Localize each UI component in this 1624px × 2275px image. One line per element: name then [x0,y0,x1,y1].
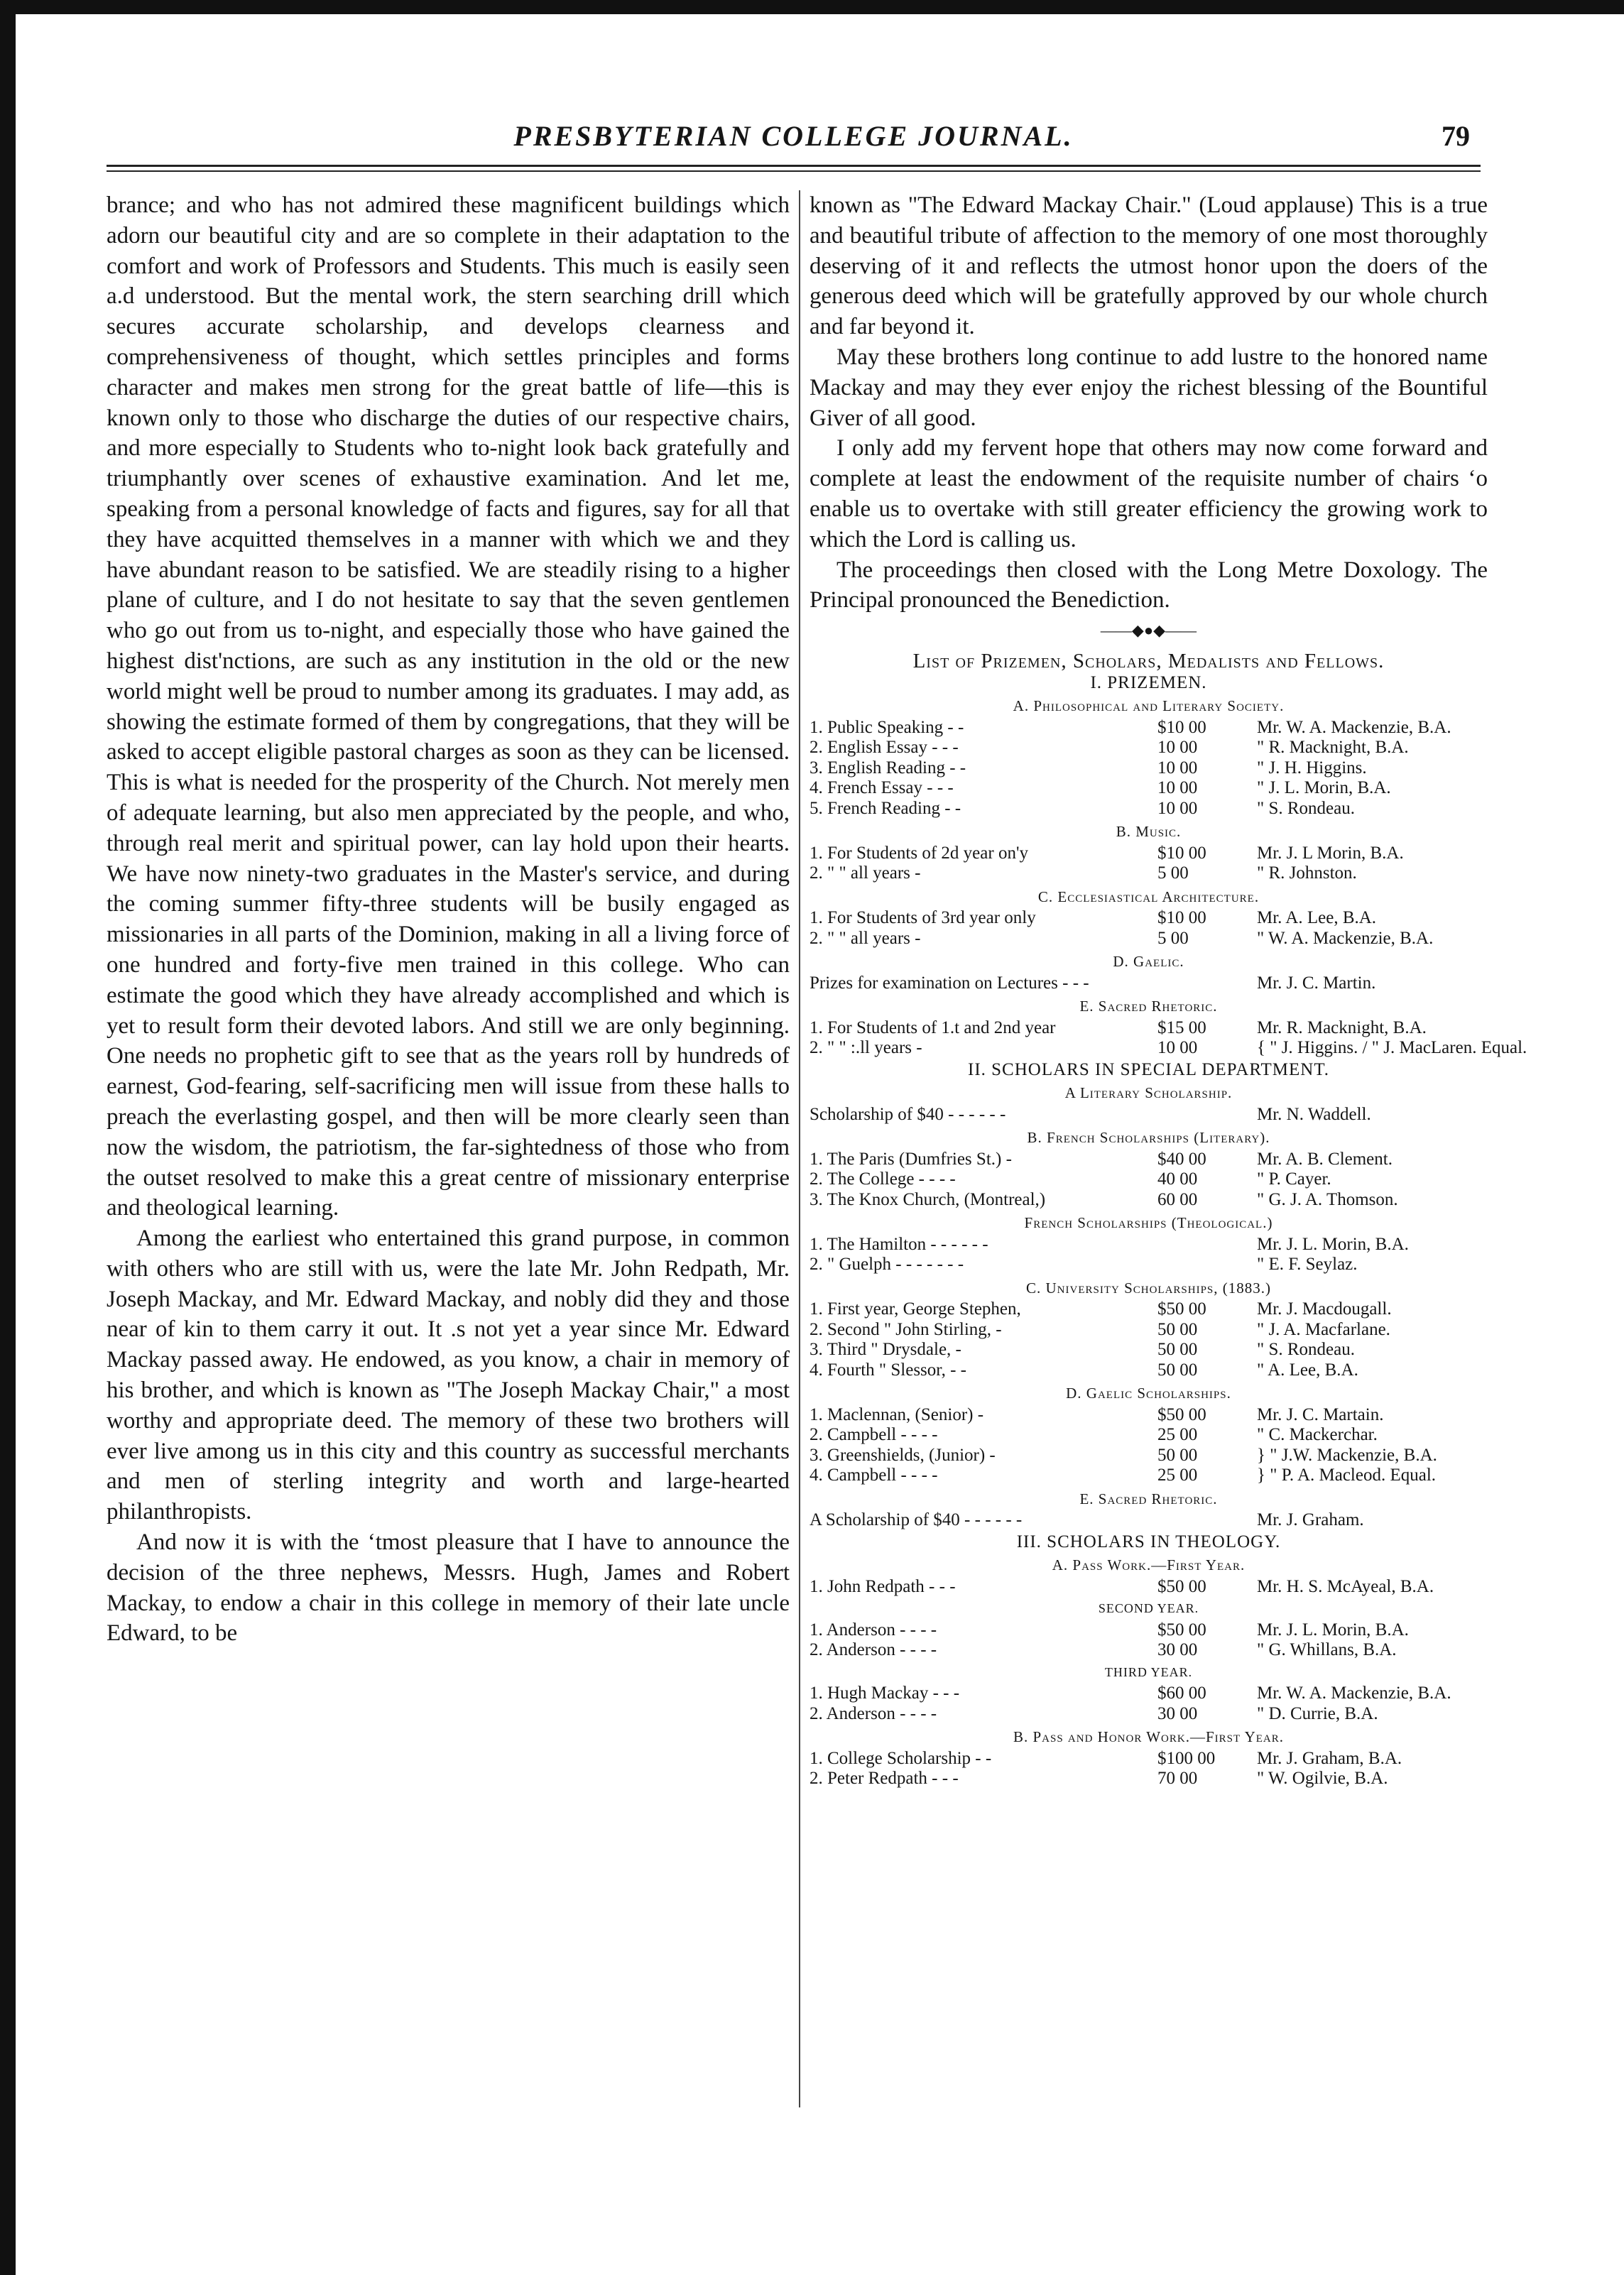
list-item [810,1640,1488,1661]
list-item [810,1299,1488,1320]
list-subheading: E. Sacred Rhetoric. [1079,1490,1218,1507]
award-description: 1. For Students of 3rd year only [810,908,1036,928]
list-subheading: A. Philosophical and Literary Society. [1013,697,1285,715]
award-amount: 5 00 [1157,928,1189,948]
award-description: 1. Public Speaking - - [810,717,964,737]
page-number: 79 [1442,120,1470,152]
award-amount: 10 00 [1157,758,1198,778]
list-item [810,799,1488,819]
body-paragraph: brance; and who has not admired these magnificent buildings which adorn our beautiful city and are so complete in their adaptation to the comfort and work of Professors and Students. This much is easily seen a.d understood. But the mental work, the stern searching drill which secures accurate scholarship, and develops clearness and comprehensiveness of thought, which settles principles and forms character and makes men strong for the great battle of life—this is known only to those who discharge the duties of our respective chairs, and more especially to Students who to-night look back gratefully and triumphantly over scenes of exhaustive examination. And let me, speaking from a personal knowledge of facts and figures, say for all that they have acquitted themselves in a manner with which we and they have abundant reason to be satisfied. We are steadily rising to a higher plane of culture, and I do not hesitate to say that the seven gentlemen who go out from us to-night, and especially those who have gained the highest dist'nctions, are such as any institution in the old or the new world might well be proud to number among its graduates. I may add, as showing the estimate formed of them by congregations, that they will be asked to accept eligible pastoral charges as soon as they can be licensed. This is what is needed for the prosperity of the Church. Not merely men of adequate learning, but also men appreciated by the people, and who, through real merit and spiritual power, can lay hold upon their hearts. We have now ninety-two graduates in the Master's service, and during the coming summer fifty-three students will be busily engaged as missionaries in all parts of the Dominion, making in all a living force of one hundred and forty-five men trained in this college. Who can estimate the good which they have already accomplished and which is yet to result form their devoted labors. And still we are only beginning. One needs no prophetic gift to see that as the years roll by hundreds of earnest, God-fearing, self-sacrificing men will issue from these halls to preach the everlasting gospel, and then will be more clearly seen than now the wisdom, the patriotism, the far-sightedness of those who from the outset resolved to make this a great centre of missionary enterprise and theological learning. [107,192,790,1221]
award-description: 1. For Students of 2d year on'y [810,843,1028,863]
award-recipient: " D. Currie, B.A. [1257,1703,1378,1723]
list-item [810,1150,1488,1170]
list-item [810,929,1488,949]
award-description: 2. Anderson - - - - [810,1703,937,1723]
award-recipient: } " P. A. Macleod. Equal. [1257,1466,1437,1485]
list-subheading: A Literary Scholarship. [1064,1084,1233,1102]
award-recipient: Mr. J. Graham. [1257,1510,1364,1530]
list-subheading: B. Pass and Honor Work.—First Year. [1013,1728,1285,1746]
journal-title: PRESBYTERIAN COLLEGE JOURNAL. [513,120,1074,152]
list-item [810,1190,1488,1211]
award-recipient: Mr. J. Graham, B.A. [1257,1748,1402,1768]
award-recipient: Mr. R. Macknight, B.A. [1257,1018,1427,1037]
award-recipient: " J. A. Macfarlane. [1257,1319,1390,1339]
award-amount: 30 00 [1157,1640,1198,1660]
award-recipient: } " J.W. Mackenzie, B.A. [1257,1445,1437,1465]
award-amount: $10 00 [1157,843,1206,863]
list-subheading: B. French Scholarships (Literary). [1027,1129,1270,1147]
award-recipient: Mr. A. B. Clement. [1257,1149,1393,1169]
award-description: 1. First year, George Stephen, [810,1299,1021,1319]
award-recipient: Mr. W. A. Mackenzie, B.A. [1257,1684,1451,1703]
award-recipient: " C. Mackerchar. [1257,1425,1378,1445]
list-item [810,1769,1488,1789]
prize-list [810,650,1527,1789]
list-item [810,778,1488,799]
award-description: 2. " " all years - [810,928,921,948]
list-item [810,1620,1488,1641]
award-description: 1. Maclennan, (Senior) - [810,1404,984,1424]
list-item [810,973,1488,994]
award-amount: 50 00 [1157,1445,1198,1465]
award-recipient: " G. Whillans, B.A. [1257,1640,1397,1660]
award-description: 1. The Paris (Dumfries St.) - [810,1149,1012,1169]
award-amount: $15 00 [1157,1018,1206,1037]
award-recipient: Mr. J. L Morin, B.A. [1257,843,1404,863]
award-description: 1. John Redpath - - - [810,1576,956,1596]
body-paragraph: May these brothers long continue to add lustre to the honored name Mackay and may they ever enjoy the richest blessing of the Bountiful Giver of all good. [810,344,1488,431]
award-recipient: " R. Johnston. [1257,863,1357,883]
list-category: II. SCHOLARS IN SPECIAL DEPARTMENT. [968,1059,1329,1079]
award-recipient: " P. Cayer. [1257,1169,1331,1189]
prize-list-title: List of Prizemen, Scholars, Medalists and Fellows. [912,650,1385,673]
award-amount: 25 00 [1157,1466,1198,1485]
list-item [810,738,1488,758]
award-recipient: Mr. W. A. Mackenzie, B.A. [1257,717,1451,737]
award-amount: $10 00 [1157,908,1206,928]
list-item [810,1466,1488,1486]
award-recipient: " S. Rondeau. [1257,1340,1355,1360]
list-subheading: D. Gaelic. [1113,953,1184,971]
award-amount: 10 00 [1157,738,1198,758]
award-recipient: " W. Ogilvie, B.A. [1257,1769,1388,1789]
award-recipient: " E. F. Seylaz. [1257,1255,1358,1275]
award-recipient: " S. Rondeau. [1257,798,1355,818]
award-description: 3. Greenshields, (Junior) - [810,1445,996,1465]
list-year-heading: THIRD YEAR. [1104,1664,1193,1679]
column-divider [799,190,800,2107]
award-amount: 40 00 [1157,1169,1198,1189]
award-description: 2. English Essay - - - [810,738,959,758]
award-description: 2. Campbell - - - - [810,1425,938,1445]
award-description: 2. Anderson - - - - [810,1640,937,1660]
award-description: 4. Fourth " Slessor, - - [810,1360,967,1380]
award-recipient: " G. J. A. Thomson. [1257,1189,1398,1209]
list-item [810,758,1488,779]
award-description: 2. " " all years - [810,863,921,883]
award-amount: $50 00 [1157,1299,1206,1319]
list-item [810,1749,1488,1769]
award-recipient: Mr. J. Macdougall. [1257,1299,1392,1319]
award-amount: 70 00 [1157,1769,1198,1789]
body-paragraph: I only add my fervent hope that others may now come forward and complete at least the endowment of the requisite number of chairs ʻo enable us to overtake with still greater efficiency the growing work to which the Lord is calling us. [810,435,1488,552]
award-description: 1. Anderson - - - - [810,1620,937,1640]
award-description: 3. Third " Drysdale, - [810,1340,961,1360]
list-item [810,1425,1488,1446]
list-item [810,1255,1488,1275]
award-description: 3. The Knox Church, (Montreal,) [810,1189,1046,1209]
list-item [810,1704,1488,1725]
scan-border-left [0,0,16,2275]
award-recipient: " J. L. Morin, B.A. [1257,778,1391,798]
award-amount: 30 00 [1157,1703,1198,1723]
award-description: Scholarship of $40 - - - - - - [810,1104,1006,1124]
award-amount: 10 00 [1157,778,1198,798]
list-item [810,844,1488,864]
list-subheading: E. Sacred Rhetoric. [1079,998,1218,1015]
award-description: 2. Peter Redpath - - - [810,1769,959,1789]
award-description: 5. French Reading - - [810,798,961,818]
list-item [810,1018,1488,1039]
award-description: 1. College Scholarship - - [810,1748,992,1768]
award-amount: $10 00 [1157,717,1206,737]
list-item [810,1038,1527,1059]
list-year-heading: SECOND YEAR. [1098,1601,1199,1616]
list-category: I. PRIZEMEN. [1090,672,1207,692]
list-item [810,1360,1488,1381]
award-description: 4. Campbell - - - - [810,1466,938,1485]
award-description: 4. French Essay - - - [810,778,954,798]
award-amount: $50 00 [1157,1404,1206,1424]
award-recipient: Mr. J. C. Martain. [1257,1404,1384,1424]
award-description: 3. English Reading - - [810,758,966,778]
award-recipient: Mr. J. C. Martin. [1257,973,1376,993]
running-header [110,119,1477,162]
body-paragraph: known as "The Edward Mackay Chair." (Loud applause) This is a true and beautiful tribute of affection to the memory of one most thoroughly deserving of it and reflects the utmost honor upon the doers of the generous deed which will be gratefully approved by our whole church and far beyond it. [810,192,1488,340]
section-ornament: ——◆●◆—— [1100,621,1197,640]
list-item [810,1577,1488,1598]
list-subheading: C. University Scholarships, (1883.) [1025,1279,1272,1297]
list-subheading: A. Pass Work.—First Year. [1052,1556,1246,1574]
award-description: 1. For Students of 1.t and 2nd year [810,1018,1056,1037]
list-item [810,863,1488,884]
award-amount: $40 00 [1157,1149,1206,1169]
list-item [810,1235,1488,1255]
award-amount: 10 00 [1157,1038,1198,1058]
award-recipient: Mr. J. L. Morin, B.A. [1257,1620,1409,1640]
award-recipient: Mr. H. S. McAyeal, B.A. [1257,1576,1434,1596]
header-rule [107,165,1481,167]
award-description: 2. Second " John Stirling, - [810,1319,1002,1339]
award-description: 2. " Guelph - - - - - - - [810,1255,964,1275]
award-recipient: { " J. Higgins. / " J. MacLaren. Equal. [1257,1038,1527,1058]
list-item [810,1320,1488,1341]
list-item [810,1105,1488,1125]
header-rule-secondary [107,170,1481,172]
award-recipient: Mr. J. L. Morin, B.A. [1257,1234,1409,1254]
award-description: 1. Hugh Mackay - - - [810,1684,960,1703]
list-subheading: C. Ecclesiastical Architecture. [1037,888,1260,905]
award-amount: 5 00 [1157,863,1189,883]
award-description: Prizes for examination on Lectures - - - [810,973,1089,993]
award-description: A Scholarship of $40 - - - - - - [810,1510,1023,1530]
award-description: 2. " " :.ll years - [810,1038,922,1058]
list-item [810,718,1488,738]
award-amount: 25 00 [1157,1425,1198,1445]
award-recipient: Mr. N. Waddell. [1257,1104,1371,1124]
award-recipient: " W. A. Mackenzie, B.A. [1257,928,1434,948]
body-paragraph: And now it is with the ʻtmost pleasure that I have to announce the decision of the three nephews, Messrs. Hugh, James and Robert Mackay, to endow a chair in this college in memory of their late uncle Edward, to be [107,1529,790,1647]
award-amount: 50 00 [1157,1319,1198,1339]
list-subheading: B. Music. [1116,823,1182,841]
body-paragraph: The proceedings then closed with the Long Metre Doxology. The Principal pronounced the Benediction. [810,557,1488,613]
award-description: 2. The College - - - - [810,1169,956,1189]
award-amount: $100 00 [1157,1748,1216,1768]
list-item [810,908,1488,929]
list-category: III. SCHOLARS IN THEOLOGY. [1016,1532,1281,1551]
list-item [810,1340,1488,1360]
award-recipient: " J. H. Higgins. [1257,758,1367,778]
body-paragraph: Among the earliest who entertained this grand purpose, in common with others who are still with us, were the late Mr. John Redpath, Mr. Joseph Mackay, and Mr. Edward Mackay, and nobly did they and those near of kin to them carry it out. It .s not yet a year since Mr. Edward Mackay passed away. He endowed, as you know, a chair in memory of his brother, and which is known as "The Joseph Mackay Chair," a most worthy and appropriate deed. The memory of these two brothers will ever live among us in this city and this country as successful merchants and men of sterling integrity and worth and large-hearted philanthropists. [107,1226,790,1525]
award-amount: $60 00 [1157,1684,1206,1703]
list-item [810,1169,1488,1190]
list-item [810,1446,1488,1466]
scan-border-top [0,0,1624,14]
list-item [810,1510,1488,1531]
list-item [810,1684,1488,1704]
right-column [810,190,1527,1789]
list-item [810,1405,1488,1426]
award-amount: 10 00 [1157,798,1198,818]
list-subheading: D. Gaelic Scholarships. [1066,1385,1231,1402]
award-description: 1. The Hamilton - - - - - - [810,1234,988,1254]
left-column [107,190,790,1649]
list-subheading: French Scholarships (Theological.) [1024,1214,1273,1232]
award-amount: $50 00 [1157,1576,1206,1596]
award-amount: 50 00 [1157,1340,1198,1360]
award-recipient: Mr. A. Lee, B.A. [1257,908,1377,928]
award-amount: 50 00 [1157,1360,1198,1380]
award-amount: 60 00 [1157,1189,1198,1209]
closing-remarks [810,190,1488,616]
award-recipient: " A. Lee, B.A. [1257,1360,1358,1380]
award-amount: $50 00 [1157,1620,1206,1640]
award-recipient: " R. Macknight, B.A. [1257,738,1409,758]
